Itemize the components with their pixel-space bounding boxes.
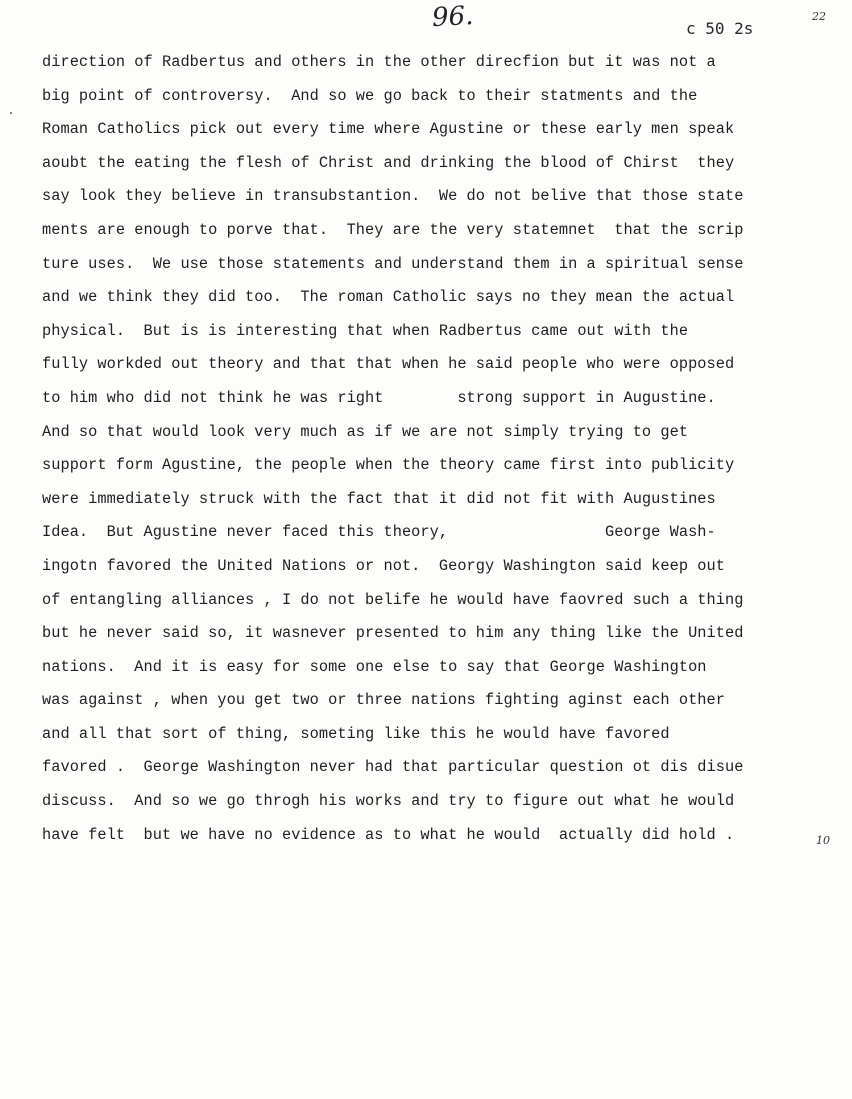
body-line: was against , when you get two or three nations fighting aginst each other [42,691,725,710]
body-line: but he never said so, it wasnever presented to him any thing like the United [42,624,744,643]
body-line: were immediately struck with the fact that it did not fit with Augustines [42,489,716,508]
body-line: Roman Catholics pick out every time where Agustine or these early men speak [42,120,735,139]
body-line: favored . George Washington never had that particular question ot dis disue [42,758,744,777]
typed-body-text [42,51,832,857]
margin-annotation: 10 [816,834,830,847]
body-line: direction of Radbertus and others in the other direcfion but it was not a [42,53,716,71]
body-line: say look they believe in transubstantion. We do not belive that those state [42,187,744,206]
body-line: aoubt the eating the flesh of Christ and drinking the blood of Chirst they [42,153,735,172]
body-line: to him who did not think he was right strong support in Augustine. [42,388,716,407]
body-line: and all that sort of thing, someting like this he would have favored [42,724,670,743]
body-line: ture uses. We use those statements and understand them in a spiritual sense [42,254,744,273]
body-line: ingotn favored the United Nations or not. Georgy Washington said keep out [42,556,725,575]
body-line: discuss. And so we go throgh his works and try to figure out what he would [42,792,735,811]
body-line: big point of controversy. And so we go back to their statments and the [42,86,698,105]
body-line: physical. But is is interesting that when Radbertus came out with the [42,321,689,340]
body-line: and we think they did too. The roman Catholic says no they mean the actual [42,288,735,307]
body-line: ments are enough to porve that. They are the very statemnet that the scrip [42,220,744,239]
corner-annotation: 22 [812,10,826,23]
body-line: support form Agustine, the people when the theory came first into publicity [42,456,735,475]
body-line: And so that would look very much as if we are not simply trying to get [42,422,689,441]
body-line: fully workded out theory and that that when he said people who were opposed [42,355,735,374]
body-line: nations. And it is easy for some one else to say that George Washington [42,657,707,676]
handwritten-page-number: 96. [431,0,475,34]
document-code: c 50 2s [686,19,754,38]
margin-dot [10,112,12,114]
body-line: of entangling alliances , I do not belife he would have faovred such a thing [42,590,744,609]
body-line: Idea. But Agustine never faced this theory, George Wash- [42,523,716,542]
body-line: have felt but we have no evidence as to what he would actually did hold . [42,825,735,844]
